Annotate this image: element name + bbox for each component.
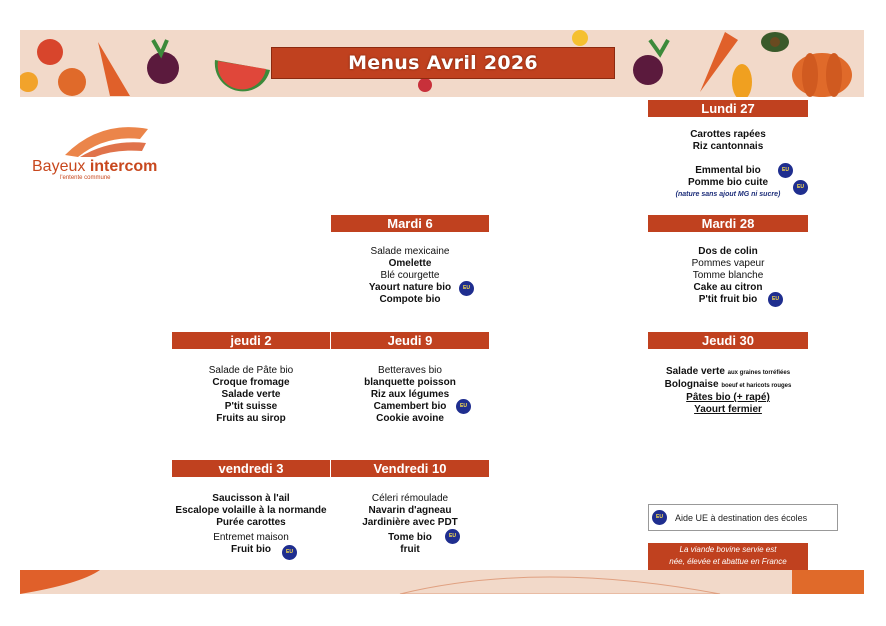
menu-jeudi-2 xyxy=(172,365,330,425)
dish: Salade mexicaine xyxy=(370,246,450,257)
dish: Bolognaise boeuf et haricots rouges xyxy=(664,379,792,390)
eu-flag-icon: EU xyxy=(456,399,471,414)
day-header-mardi-6: Mardi 6 xyxy=(331,215,489,232)
logo-tagline: l'entente commune xyxy=(60,175,111,181)
eu-flag-icon: EU xyxy=(768,292,783,307)
day-header-vendredi-3: vendredi 3 xyxy=(172,460,330,477)
dish: Pommes vapeur xyxy=(691,258,765,269)
dish: Fruit bio xyxy=(231,544,271,555)
dish: Purée carottes xyxy=(216,517,286,528)
dish: Camembert bio xyxy=(373,401,447,412)
dish: Compote bio xyxy=(379,294,441,305)
dish: Dos de colin xyxy=(698,246,758,257)
eu-flag-icon: EU xyxy=(459,281,474,296)
dish: Navarin d'agneau xyxy=(368,505,452,516)
eu-flag-icon: EU xyxy=(793,180,808,195)
dish: Salade verte aux graines torréfiées xyxy=(665,366,791,377)
eu-flag-icon: EU xyxy=(778,163,793,178)
menu-title-box xyxy=(271,47,615,79)
dish: Riz aux légumes xyxy=(370,389,450,400)
dish-note: (nature sans ajout MG ni sucre) xyxy=(675,191,781,198)
dish: P'tit suisse xyxy=(224,401,278,412)
dish: Croque fromage xyxy=(212,377,290,388)
logo-dots-graphic xyxy=(60,125,150,157)
menu-vendredi-3 xyxy=(172,493,330,556)
menu-mardi-28 xyxy=(649,246,807,306)
dish: Riz cantonnais xyxy=(692,141,764,152)
dish: P'tit fruit bio xyxy=(698,294,758,305)
eu-flag-icon: EU xyxy=(652,510,667,525)
dish: blanquette poisson xyxy=(364,377,456,388)
footer-banner xyxy=(20,570,864,594)
eu-flag-icon: EU xyxy=(445,529,460,544)
footer-decoration xyxy=(20,570,864,594)
dish: Omelette xyxy=(388,258,432,269)
eu-aid-legend xyxy=(648,504,838,531)
dish: fruit xyxy=(400,544,420,555)
day-header-lundi-27: Lundi 27 xyxy=(648,100,808,117)
day-header-vendredi-10: Vendredi 10 xyxy=(331,460,489,477)
dish: Cookie avoine xyxy=(376,413,444,424)
beef-origin-note: La viande bovine servie est née, élevée et abattue en France xyxy=(648,543,808,571)
day-header-jeudi-30: Jeudi 30 xyxy=(648,332,808,349)
dish: Yaourt fermier xyxy=(694,404,762,415)
dish: Yaourt nature bio xyxy=(368,282,452,293)
dish: Céleri rémoulade xyxy=(371,493,449,504)
dish: Tomme blanche xyxy=(692,270,764,281)
menu-jeudi-9 xyxy=(331,365,489,425)
logo-text: Bayeux intercom xyxy=(32,158,158,175)
day-header-jeudi-9: Jeudi 9 xyxy=(331,332,489,349)
dish: Saucisson à l'ail xyxy=(212,493,290,504)
dish: Jardinière avec PDT xyxy=(362,517,458,528)
dish: Entremet maison xyxy=(213,532,289,543)
page-title: Menus Avril 2026 xyxy=(348,52,538,74)
dish: Emmental bio xyxy=(695,165,761,176)
bayeux-intercom-logo xyxy=(30,125,170,185)
dish: Fruits au sirop xyxy=(216,413,286,424)
dish: Blé courgette xyxy=(380,270,440,281)
menu-jeudi-30 xyxy=(649,366,807,416)
dish: Pomme bio cuite xyxy=(687,177,768,188)
menu-mardi-6 xyxy=(331,246,489,306)
dish: Betteraves bio xyxy=(378,365,442,376)
legend-text: Aide UE à destination des écoles xyxy=(675,512,808,523)
dish: Carottes rapées xyxy=(690,129,766,140)
day-header-jeudi-2: jeudi 2 xyxy=(172,332,330,349)
dish: Tome bio xyxy=(388,532,432,543)
day-header-mardi-28: Mardi 28 xyxy=(648,215,808,232)
dish: Escalope volaille à la normande xyxy=(175,505,327,516)
dish: Salade de Pâte bio xyxy=(208,365,294,376)
dish: Pâtes bio (+ rapé) xyxy=(686,392,770,403)
eu-flag-icon: EU xyxy=(282,545,297,560)
menu-vendredi-10 xyxy=(331,493,489,556)
dish: Salade verte xyxy=(221,389,281,400)
dish: Cake au citron xyxy=(693,282,763,293)
